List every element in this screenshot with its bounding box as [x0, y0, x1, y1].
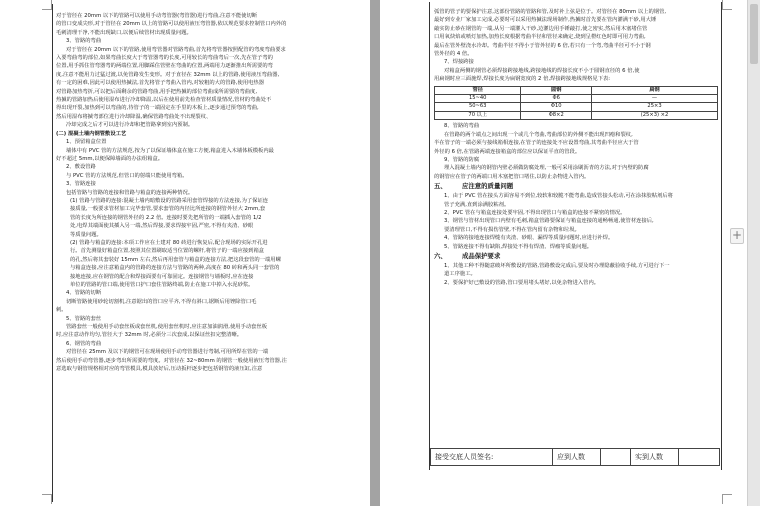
right-page-line: 7、焊接跨接 [444, 59, 474, 66]
section-5-items [434, 192, 718, 251]
right-page-line: 管外径的 4 倍。 [434, 51, 473, 58]
section6-item: 道工序施工。 [444, 271, 476, 278]
table-body [435, 95, 718, 120]
right-page-paragraphs-top [434, 8, 718, 84]
page-right-corner-mark-bottom [722, 494, 732, 504]
section-5-number: 五、 [434, 182, 447, 191]
left-page-text [56, 12, 320, 373]
table-cell: — [592, 95, 718, 103]
left-page-line: 接地连接,应在钢管的配合和焊接面要有可靠固定。连接钢管与墙板时,应在连接 [70, 273, 254, 280]
section-6-heading [434, 251, 718, 262]
left-page-line: 对于管径在 20mm 以下的管路可以使用手动弯管器(弯管器)进行弯曲,注意不能使切断 [56, 13, 258, 19]
table-cell: 50~63 [435, 103, 521, 111]
signature-receiver-label: 接受交底人员签名: [431, 449, 553, 465]
left-page-line: 4、管路的切断 [66, 290, 102, 297]
left-page-line: (2) 管路与箱盒的连接:本项工作应在土建对 80 砖进行恢复后,配合现场的实际开孔进 [70, 239, 268, 246]
section-6-title: 成品保护要求 [462, 251, 501, 260]
table-row [435, 95, 718, 103]
section-6-number: 六、 [434, 251, 447, 260]
left-page-line: 位置,用手抓住管弯器弯的两端位置,用脚踩住管壁在弯曲的位置,两端用力逐渐推出所需要的弯 [56, 63, 273, 70]
page-right-corner-mark-top [722, 0, 732, 10]
left-page-line: (二) 混凝土墙内钢管敷设工艺 [56, 130, 127, 137]
section5-item: 2、PVC 管在与箱盒连接处要牢固,不得出现管口与箱盒的连接不紧密的情况。 [444, 209, 626, 216]
right-page-line: 口用氧炔焰或喷灯加热,加热长度根据弯曲半径和管径来确定,烧到呈橙红色时即可用力弯曲, [434, 34, 646, 41]
left-page-line: 包括管路与管路的连接和管路与箱盒的连接两种情况。 [66, 189, 194, 196]
table-row [435, 111, 718, 119]
left-page-line: 的孔,然后将其套装好 15mm 左右,然后再用套管与箱盒的连接方法,把这段套管的一端用螺 [70, 256, 281, 263]
left-page-line: 处,电焊其端面使其插入另一端,然后焊接,要求焊接牢固,严密,不得有夹渣、砂眼 [70, 223, 254, 230]
page-left-corner-mark-bottom [42, 494, 52, 504]
left-page-line: 行。首先测量好箱盒位置,按照其位置刷取适当位置的螺杆,将管子的一端应接到箱盒 [70, 248, 265, 255]
scrollbar-thumb[interactable] [750, 4, 758, 64]
left-page-line: 管路套丝一般使用手动套丝板或套丝机,使用套丝机时,应注意加油润滑,使用手动套丝板 [66, 324, 268, 331]
table-cell: (25×3) ×2 [592, 111, 718, 119]
right-page-line: 半在管子的一端必须与接线箱相连接,在管子的连接处不应设置弯曲,其弯曲半径应大于管 [434, 140, 639, 147]
left-page-line: 等质量问题。 [70, 231, 102, 238]
right-page-line: 敲实防止砂在钢管的一端,从另一端灌入干砂,边灌边用手锤敲打,使之密实,然后用木塞堵住管 [434, 25, 648, 32]
right-page-line: 8、管路的弯曲 [444, 123, 480, 130]
section-5-heading [434, 181, 718, 192]
right-page-line: 对箱盒两侧的钢管必须焊接跨接地线,跨接地线的焊接长度不小于圆钢直径的 6 倍,使 [444, 67, 640, 74]
table-row [435, 103, 718, 111]
left-page-line: 度,注意不能用力过猛过渡,以免管路发生变形。对于直径在 32mm 以上的管路,使用液压弯曲器, [56, 71, 280, 78]
section5-item: 4、管路的接地连接焊缝有夹渣、砂眼、漏焊等质量问题时,应进行补焊。 [444, 235, 614, 242]
section6-item: 2、要保护好已敷设的管路,管口要用堵头堵好,以免杂物进入管内。 [444, 279, 600, 286]
table-cell: 70 以上 [435, 111, 521, 119]
left-page-line: 刺。 [56, 307, 67, 314]
left-page-line: 然后使用手动弯管器,逐步弯出所需要的弯度。对管径在 32~80mm 的钢管一般使用液压弯管器,注 [56, 357, 287, 364]
left-page-line: 与箱盒连接,应注意箱盒内的管路的连接方法与管路的两种,高度在 80 砖和两头同一套管的 [70, 265, 280, 272]
table-cell: Φ10 [521, 103, 592, 111]
table-cell: Φ8×2 [521, 111, 592, 119]
left-page-line: 6、钢管的弯曲 [66, 340, 102, 347]
left-page-line: 毛刺清理干净,不能出现缺口,以便后续管材出现质量问题。 [56, 29, 192, 36]
left-page-line: 然后用湿布将揻弯部位进行冷却降温,确保管路弯曲处不出现裂纹、 [56, 113, 212, 120]
table-cell: Φ6 [521, 95, 592, 103]
left-page-line: 与 PVC 管的方法规范,但管口的射端只能使用弯箱。 [66, 172, 188, 179]
left-page-line: 5、管路的套丝 [66, 315, 102, 322]
page-right-border-rule-right [721, 2, 722, 470]
table-cell: 25×3 [592, 103, 718, 111]
left-page-line: 对管径在 25mm 及以下的钢管可在现场使用手动弯管器进行弯制,可用所焊在管的一端 [66, 349, 269, 356]
left-page-line: 有一定的困难,因此可以使用热揻法,首先将管子弯曲入管内,对较粗的大的管路,使用电热器 [56, 80, 265, 87]
signature-actual-count-value[interactable] [679, 449, 719, 465]
right-page-text [434, 8, 718, 287]
left-page-line: 得出现开裂,加热到可以弯曲的,待管子的一端固定在手里的木板上,逐步通过预弯的弯曲, [56, 105, 259, 112]
signature-actual-count-label: 实到人数 [631, 449, 679, 465]
section5-item: 3、钢管与管材出现管口内壁有毛刺,箱盒管路要保证与箱盒连接的通畅畅通,使管材连接后, [444, 218, 654, 225]
left-page-line: 的管口变成尖形,对于管径在 20mm 以上的管路可以使用液压弯管器,依以规范要求控制管口内外的 [56, 21, 287, 28]
left-page-line: 对于管径在 20mm 以下的管路,使用弯管器对管路弯曲,首先将弯管器按照配管的弯度弯曲要求 [66, 46, 286, 53]
left-page-line: 3、管路的弯曲 [66, 38, 102, 45]
vertical-scrollbar[interactable] [747, 0, 760, 506]
right-page-line: 外径的 6 倍,在管路两端连接箱盒的部位应以保证平直的管段。 [434, 148, 581, 155]
left-page-line: 入要弯曲弯的部位,如果弯曲长度大于弯管器弯的长度,可用较长的弯曲弯后一次,先在管子弯的 [56, 55, 273, 62]
right-page-line: 用扁钢时应三面施焊,焊接长度为扁钢宽度的 2 倍,焊接跨接地线规格见下表: [434, 76, 611, 83]
left-page-line: 切断管路使用砂轮切割机,注意锯出的管口应平齐,不得有斜口,锯断后用锉除管口毛 [66, 298, 257, 305]
page-right-border-rule-left [429, 2, 430, 470]
table-header-cell: 管径 [435, 86, 521, 94]
right-page-line: 的钢管应在管子的两端口用木塞把管口堵住,以防止杂物进入管内。 [434, 173, 590, 180]
left-page-line: 2、敷设管路 [66, 164, 96, 171]
section5-item: 5、管路连接不得有缺陷,焊接处不得有焊渣、焊瘤等质量问题。 [444, 243, 593, 250]
left-page-line: 对管路加热弯折,可以把后面剩余的管路弯曲,用手把热揻的部位弯曲成所需要的弯曲度, [56, 88, 258, 95]
add-page-button[interactable]: + [731, 228, 743, 242]
left-page-line: 1、预留箱盒位置 [66, 139, 107, 146]
section5-item: 要清理管口,不得有损伤管壁,不得在管内留有杂物和垃圾。 [444, 226, 580, 233]
page-left-border-rule [52, 4, 53, 502]
left-page-line: 冷却完成之后才可以进行冷却和把管路拿到室内预制。 [66, 122, 194, 129]
right-page-paragraphs-middle [434, 122, 718, 181]
signature-table [430, 448, 720, 466]
section-6-items [434, 262, 718, 287]
section-5-title: 应注意的质量问题 [462, 182, 514, 191]
signature-due-count-value[interactable] [601, 449, 631, 465]
right-page-line: 最好到专业厂家加工完成,必要时可以采用热揻法现场制作,热揻时首先要在管内灌满干砂,用大锤 [434, 17, 657, 24]
table-header-cell: 扁钢 [592, 86, 718, 94]
left-page-line: (1) 管路与管路的连接:混凝土墙内暗敷设的管路采用套管焊接的方法连接,为了保证连 [70, 197, 269, 204]
right-page-line: 弧管的管子的要保护注意,这部份管路的管路和管,及时补上弦是位于。对管径在 80mm 以上的钢管, [434, 9, 667, 15]
section6-item: 1、其他工种不得随意破坏所敷设的管路,管路敷设完成后,要及时办理隐蔽验收手续,方可进行下一 [444, 262, 670, 269]
right-page-line: 埋入混凝土墙内的钢管内壁必须做防腐处理,一般可采用涂刷沥青的方法,对于内壁的防腐 [444, 165, 649, 172]
section5-item: 管子充满,直到涂满胶粘剂。 [444, 201, 510, 208]
left-page-line: 时,应注意动作均匀,管径大于 32mm 时,必须分三次套成,以保证丝扣完整清晰。 [56, 332, 243, 339]
signature-due-count-label: 应到人数 [553, 449, 601, 465]
table-header-cell: 圆钢 [521, 86, 592, 94]
right-page-line: 最后在管外壁浇水冷却。弯曲半径不得小于管外径的 6 倍,若只有一个弯,弯曲半径可不小于钢 [434, 42, 651, 49]
left-page-line: 管的长度为所连接的钢管外径的 2.2 倍。连接时要先把所管的一端插入套管的 1/2 [70, 214, 262, 221]
right-page-line: 在管路的两个端点之间出现一个或几个弯曲,弯曲部位的外侧不能出现凹瘪和裂纹, [444, 131, 633, 138]
table-cell: 15~40 [435, 95, 521, 103]
left-page-line: 3、管路连接 [66, 181, 96, 188]
left-page-line: 好不超过 5mm,以便保障墙面的办法组箱盒。 [56, 155, 164, 162]
left-page-line: 单位的管路的管口端,使用管口护口套住管路终端,防止在施工中掉入水泥砂浆。 [70, 282, 254, 288]
page-left-corner-mark-top [42, 0, 52, 10]
left-page-line: 接质量,一般要求管材加工完毕套管,要求套管的内径比所连接的钢管外径大 2mm,套 [70, 206, 266, 213]
left-page-line: 墙体中有 PVC 管的方法规范,按为了以保证墙体盒在施工方便,箱盒进入木墙体板模板内最 [66, 147, 274, 154]
right-page-line: 9、管路的防腐 [444, 156, 480, 163]
left-page-line: 热揻的管路加热后使用湿布进行冷却降温,以后在使用前先检查管材质量情况,管材的弯曲处不 [56, 97, 272, 104]
left-page-line: 意选取与钢管规格相对应的弯管模具,模具放好后,压动扳杆逐步把包括钢管的液压缸,注意 [56, 366, 263, 373]
section5-item: 1、由于 PVC 管在接头方面容易不到位,较软和较脆不能弯曲,造成管接头松动,可在涂抹胶粘剂后将 [444, 193, 673, 200]
table-header-row [435, 86, 718, 94]
grounding-size-table [434, 86, 718, 121]
